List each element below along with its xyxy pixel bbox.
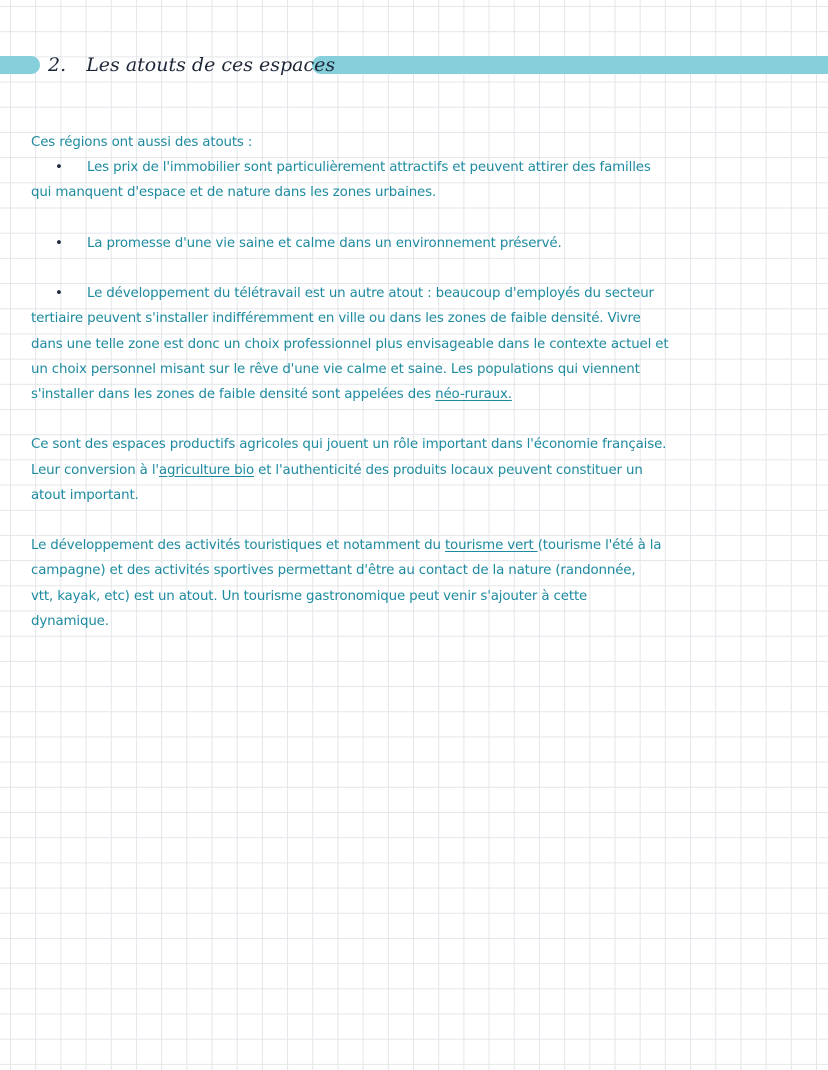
agri-line-2 [31, 458, 721, 483]
agri-line-2-pre: Leur conversion à l' [31, 462, 159, 478]
term-agriculture-bio: agriculture bio [158, 462, 255, 478]
bullet-dot: • [55, 235, 63, 251]
intro-text: Ces régions ont aussi des atouts : [31, 135, 253, 150]
tourism-line-1 [31, 533, 721, 558]
bullet-3-line-2: tertiaire peuvent s'installer indifféremment en ville ou dans les zones de faible densité. Vivre [31, 311, 641, 327]
bullet-dot: • [55, 286, 63, 302]
notes-body [31, 130, 721, 634]
agri-line-1: Ce sont des espaces productifs agricoles qui jouent un rôle important dans l'économie française. [31, 437, 667, 453]
agri-line-3: atout important. [31, 487, 139, 503]
bullet-item-1 [31, 155, 721, 180]
heading-number: 2. [48, 54, 67, 76]
tourism-line-3: vtt, kayak, etc) est un atout. Un tourisme gastronomique peut venir s'ajouter à cette [31, 588, 588, 604]
heading-bar-right [312, 56, 828, 74]
term-neo-ruraux: néo-ruraux. [435, 387, 512, 402]
section-heading [48, 48, 335, 82]
bullet-item-3 [31, 281, 721, 306]
bullet-3-line-1: Le développement du télétravail est un autre atout : beaucoup d'employés du secteur [87, 286, 654, 302]
heading-title: Les atouts de ces espaces [86, 54, 336, 76]
tourism-line-4: dynamique. [31, 613, 109, 629]
bullet-3-line-5-text: s'installer dans les zones de faible densité sont appelées des [31, 387, 436, 402]
bullet-dot: • [55, 160, 63, 176]
bullet-1-line-2: qui manquent d'espace et de nature dans les zones urbaines. [31, 185, 437, 201]
tourism-line-1-post: (tourisme l'été à la [537, 538, 662, 554]
bullet-2-line-1: La promesse d'une vie saine et calme dans un environnement préservé. [87, 235, 562, 251]
bullet-3-line-3: dans une telle zone est donc un choix professionnel plus envisageable dans le contexte actuel et [31, 336, 669, 352]
bullet-1-line-1: Les prix de l'immobilier sont particulièrement attractifs et peuvent attirer des familles [87, 160, 651, 176]
agri-line-2-post: et l'authenticité des produits locaux peuvent constituer un [254, 462, 643, 478]
heading-bar-left [0, 56, 40, 74]
bullet-item-2 [31, 231, 721, 256]
term-tourisme-vert: tourisme vert [444, 538, 538, 554]
bullet-3-line-5 [31, 382, 721, 407]
tourism-line-2: campagne) et des activités sportives permettant d'être au contact de la nature (randonnée, [31, 563, 636, 579]
tourism-line-1-pre: Le développement des activités touristiques et notamment du [31, 538, 445, 554]
bullet-3-line-4: un choix personnel misant sur le rêve d'une vie calme et saine. Les populations qui viennent [31, 361, 640, 377]
